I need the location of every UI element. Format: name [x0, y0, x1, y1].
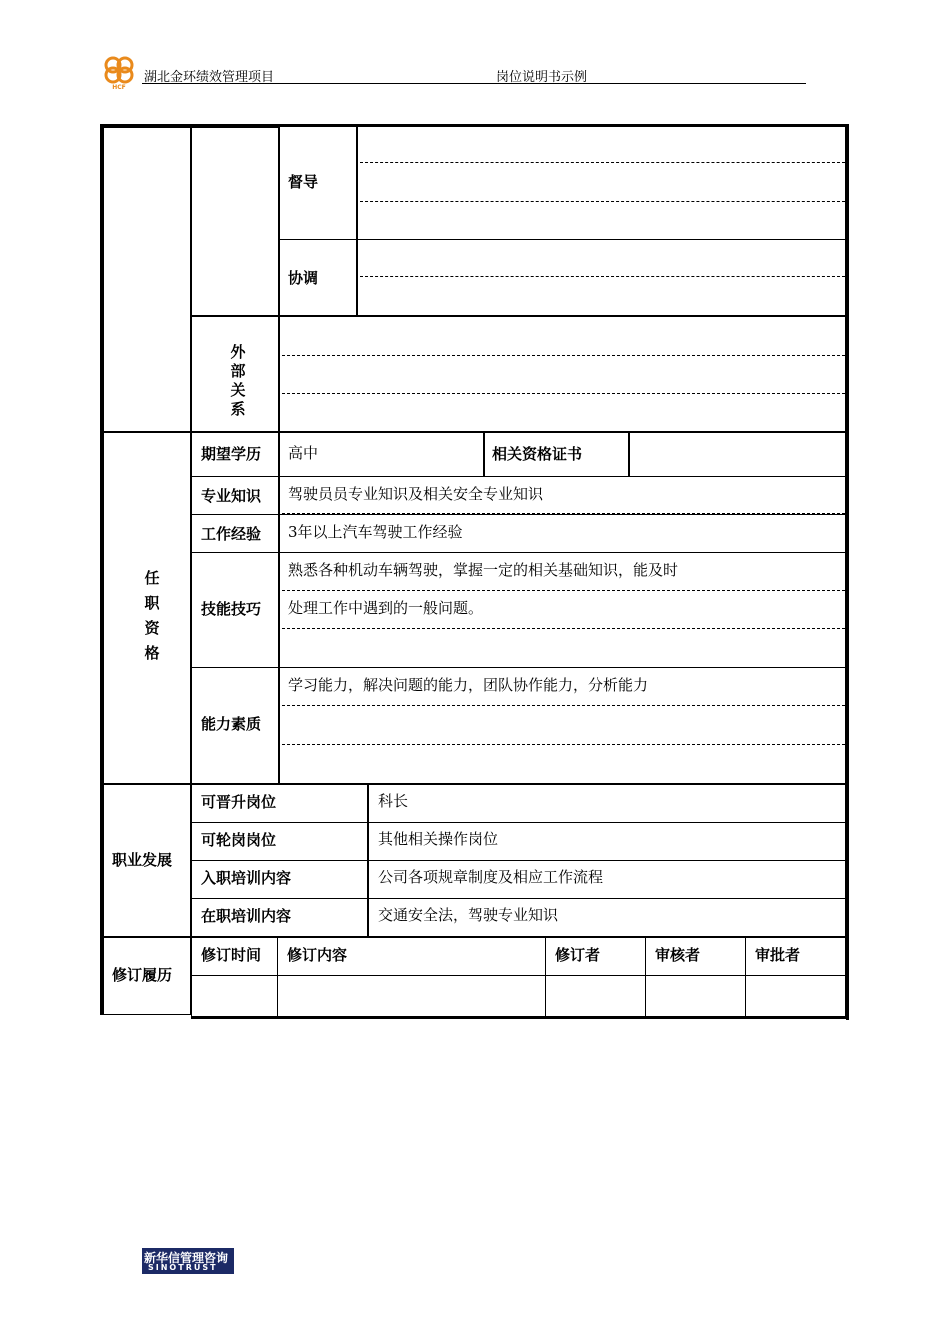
- onboarding-label: 入职培训内容: [201, 869, 292, 887]
- skills-line-1: 熟悉各种机动车辆驾驶，掌握一定的相关基础知识，能及时: [288, 561, 679, 579]
- revision-approver-cell: [745, 975, 846, 1017]
- footer-logo-en: SINOTRUST: [148, 1263, 218, 1272]
- sinotrust-logo: [142, 1248, 234, 1274]
- writing-line: [360, 201, 845, 202]
- writing-line: [282, 705, 845, 706]
- inservice-label-cell: [191, 898, 368, 937]
- certificate-label: 相关资格证书: [492, 445, 583, 463]
- revision-section-cell: [103, 937, 191, 1015]
- external-relations-content-cell: [279, 316, 846, 432]
- certificate-value-cell: [629, 432, 846, 477]
- writing-line: [360, 162, 845, 163]
- revision-time-header-cell: [191, 937, 278, 976]
- experience-label: 工作经验: [201, 525, 262, 543]
- onboarding-value-cell: [368, 860, 846, 899]
- knowledge-value-cell: [279, 476, 846, 515]
- rotation-label: 可轮岗岗位: [201, 831, 277, 849]
- education-label-cell: [191, 432, 279, 477]
- experience-value-cell: [279, 514, 846, 553]
- promotion-label: 可晋升岗位: [201, 793, 277, 811]
- coordinate-label: 协调: [288, 269, 319, 287]
- knowledge-label: 专业知识: [201, 487, 262, 505]
- writing-line: [282, 393, 845, 394]
- page-header: [100, 50, 806, 90]
- header-rule: [142, 83, 806, 84]
- inservice-label: 在职培训内容: [201, 907, 292, 925]
- ability-label-cell: [191, 667, 279, 784]
- career-section-label: 职业发展: [112, 851, 173, 869]
- qualification-section-cell: [103, 432, 191, 784]
- skills-label-cell: [191, 552, 279, 668]
- revision-time-cell: [191, 975, 278, 1017]
- revision-reviser-header: 修订者: [555, 946, 601, 964]
- education-label: 期望学历: [201, 445, 262, 463]
- education-value-cell: [279, 432, 484, 477]
- inservice-value-cell: [368, 898, 846, 937]
- rotation-label-cell: [191, 822, 368, 861]
- writing-line: [282, 355, 845, 356]
- relationship-section-cell: [103, 127, 191, 432]
- onboarding-value: 公司各项规章制度及相应工作流程: [378, 868, 604, 886]
- inservice-value: 交通安全法，驾驶专业知识: [378, 906, 559, 924]
- coordinate-label-cell: [279, 239, 357, 316]
- skills-value-cell: [279, 552, 846, 668]
- coordinate-content-cell: [357, 239, 846, 316]
- experience-value: 3年以上汽车驾驶工作经验: [288, 523, 463, 541]
- ability-value: 学习能力，解决问题的能力，团队协作能力，分析能力: [288, 676, 649, 694]
- supervise-content-cell: [357, 124, 846, 240]
- revision-auditor-header: 审核者: [655, 946, 701, 964]
- promotion-value: 科长: [378, 792, 409, 810]
- rotation-value-cell: [368, 822, 846, 861]
- ability-value-cell: [279, 667, 846, 784]
- rotation-value: 其他相关操作岗位: [378, 830, 499, 848]
- internal-relations-cell: [191, 127, 279, 316]
- revision-reviser-header-cell: [545, 937, 646, 976]
- skills-label: 技能技巧: [201, 600, 262, 618]
- supervise-label-cell: [279, 124, 357, 240]
- supervise-label: 督导: [288, 173, 319, 191]
- header-project-name: 湖北金环绩效管理项目: [144, 70, 275, 85]
- onboarding-label-cell: [191, 860, 368, 899]
- revision-section-label: 修订履历: [112, 966, 173, 984]
- external-relations-label-cell: [191, 316, 279, 432]
- skills-line-2: 处理工作中遇到的一般问题。: [288, 599, 484, 617]
- revision-content-cell: [277, 975, 546, 1017]
- education-value: 高中: [288, 444, 319, 462]
- knowledge-value: 驾驶员员专业知识及相关安全专业知识: [288, 485, 544, 503]
- qualification-section-label: 任 职 资 格: [144, 569, 160, 662]
- hcf-logo-icon: [100, 54, 140, 90]
- promotion-label-cell: [191, 784, 368, 823]
- job-description-table: [100, 124, 849, 1020]
- revision-auditor-cell: [645, 975, 746, 1017]
- career-section-cell: [103, 784, 191, 937]
- writing-line: [282, 628, 845, 629]
- revision-reviser-cell: [545, 975, 646, 1017]
- revision-time-header: 修订时间: [201, 946, 262, 964]
- certificate-label-cell: [484, 432, 629, 477]
- table-right-edge: [846, 124, 849, 1020]
- writing-line: [282, 744, 845, 745]
- revision-auditor-header-cell: [645, 937, 746, 976]
- writing-line: [360, 276, 845, 277]
- logo-text: HCF: [112, 84, 126, 90]
- external-relations-label: 外 部 关 系: [230, 343, 246, 418]
- footer-logo-cn: 新华信管理咨询: [144, 1251, 229, 1265]
- writing-line: [282, 590, 845, 591]
- revision-approver-header: 审批者: [755, 946, 801, 964]
- header-doc-title: 岗位说明书示例: [496, 70, 588, 85]
- revision-content-header-cell: [277, 937, 546, 976]
- revision-approver-header-cell: [745, 937, 846, 976]
- knowledge-label-cell: [191, 476, 279, 515]
- experience-label-cell: [191, 514, 279, 553]
- ability-label: 能力素质: [201, 715, 262, 733]
- promotion-value-cell: [368, 784, 846, 823]
- revision-content-header: 修订内容: [287, 946, 348, 964]
